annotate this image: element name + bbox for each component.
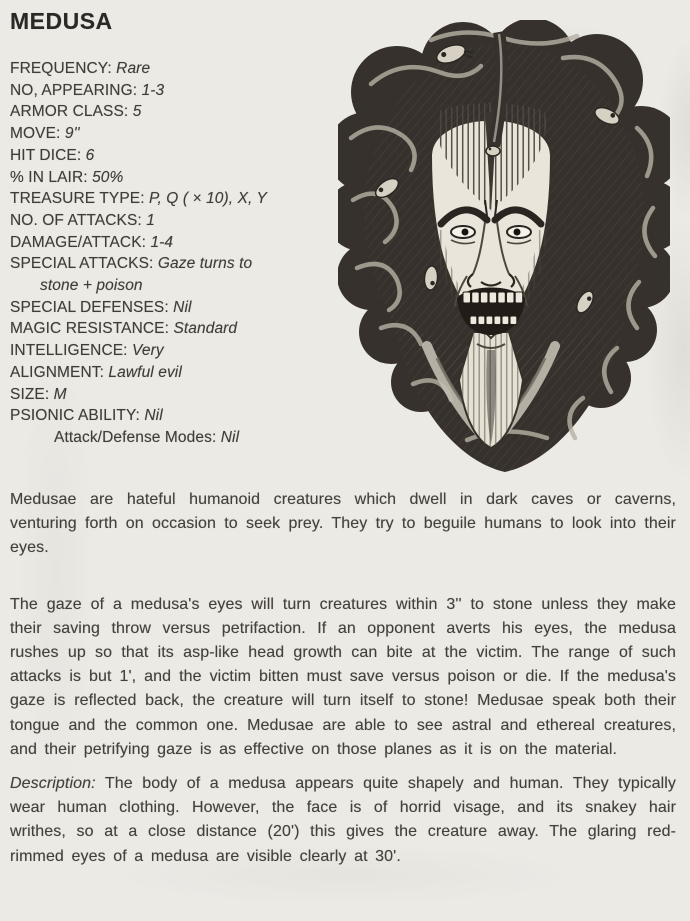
stat-label: SIZE: <box>10 385 54 403</box>
stat-value: 5 <box>132 103 142 121</box>
stat-row <box>10 210 340 232</box>
paragraph-overview: Medusae are hateful humanoid creatures which dwell in dark caves or caverns, venturing forth on occasion to seek prey. They try to beguile humans to look into their eyes. <box>10 491 676 557</box>
stat-row <box>10 297 340 319</box>
stat-value: 1-4 <box>150 233 174 251</box>
stat-row <box>10 123 340 145</box>
stat-value: Nil <box>144 407 163 425</box>
stat-label: NO. OF ATTACKS: <box>10 211 147 229</box>
stat-row <box>10 167 340 189</box>
stat-block <box>10 58 340 449</box>
stat-label: MAGIC RESISTANCE: <box>10 320 174 338</box>
stat-row <box>10 232 340 254</box>
stat-value: Gaze turns to <box>157 255 253 273</box>
stat-value: stone + poison <box>40 277 143 295</box>
stat-row <box>10 405 340 427</box>
stat-value: 1 <box>146 211 155 229</box>
stat-value: Rare <box>116 60 151 77</box>
paragraph-gaze-attack: The gaze of a medusa's eyes will turn creatures within 3'' to stone unless they make their saving throw versus petrifaction. If an opponent averts his eyes, the medusa rushes up so that its asp-like head growth can bite at the victim. The range of such attacks is but 1', and the victim bitten must save versus poison or die. If the medusa's gaze is reflected back, the creature will turn itself to stone! Medusae speak both their tongue and the common one. Medusae are able to see astral and ethereal creatures, and their petrifying gaze is as effective on those planes as it is on the material. <box>10 595 676 758</box>
stat-label: % IN LAIR: <box>10 168 93 186</box>
medusa-drawing <box>338 20 670 482</box>
stat-value: 1-3 <box>141 81 165 99</box>
body-text <box>10 488 676 869</box>
stat-value: Standard <box>173 320 238 338</box>
description-label: Description: <box>10 775 96 793</box>
stat-value: Lawful evil <box>108 363 182 381</box>
stat-label: PSIONIC ABILITY: <box>10 407 145 425</box>
stat-row <box>10 188 340 210</box>
stat-label: SPECIAL DEFENSES: <box>10 298 174 316</box>
description-text: The body of a medusa appears quite shapely and human. They typically wear human clothing. However, the face is of horrid visage, and its snakey hair writhes, so at a close distance (20') this gives the creature away. The glaring red-rimmed eyes of a medusa are visible clearly at 30'. <box>10 775 676 865</box>
stat-row <box>10 101 340 123</box>
stat-label: Attack/Defense Modes: <box>54 428 221 446</box>
stat-row <box>10 58 340 80</box>
stat-row <box>10 340 340 362</box>
stat-row <box>10 427 340 449</box>
stat-value: P, Q ( × 10), X, Y <box>149 190 267 208</box>
stat-row <box>10 145 340 167</box>
stat-label: ALIGNMENT: <box>10 363 109 381</box>
page-title: MEDUSA <box>10 8 113 34</box>
stat-label: INTELLIGENCE: <box>10 342 132 360</box>
stat-value: M <box>53 385 67 403</box>
medusa-illustration <box>338 20 670 482</box>
stat-value: Nil <box>173 298 192 316</box>
stat-value: 50% <box>92 168 124 186</box>
stat-value: Very <box>132 342 164 360</box>
stat-row <box>10 318 340 340</box>
stat-row <box>10 80 340 102</box>
stat-value: 9'' <box>64 125 80 143</box>
stat-row <box>10 253 340 275</box>
stat-label: ARMOR CLASS: <box>10 103 133 121</box>
stat-value: 6 <box>85 146 95 164</box>
stat-label: DAMAGE/ATTACK: <box>10 233 151 251</box>
stat-label: NO, APPEARING: <box>10 81 142 99</box>
stat-label: MOVE: <box>10 125 65 143</box>
stat-row <box>10 384 340 406</box>
stat-label: FREQUENCY: <box>10 60 117 77</box>
paragraph-description <box>10 772 676 869</box>
stat-row <box>10 362 340 384</box>
stat-label: HIT DICE: <box>10 146 86 164</box>
stat-label: TREASURE TYPE: <box>10 190 150 208</box>
stat-value-continuation <box>10 275 340 297</box>
stat-label: SPECIAL ATTACKS: <box>10 255 158 273</box>
stat-value: Nil <box>220 428 240 446</box>
